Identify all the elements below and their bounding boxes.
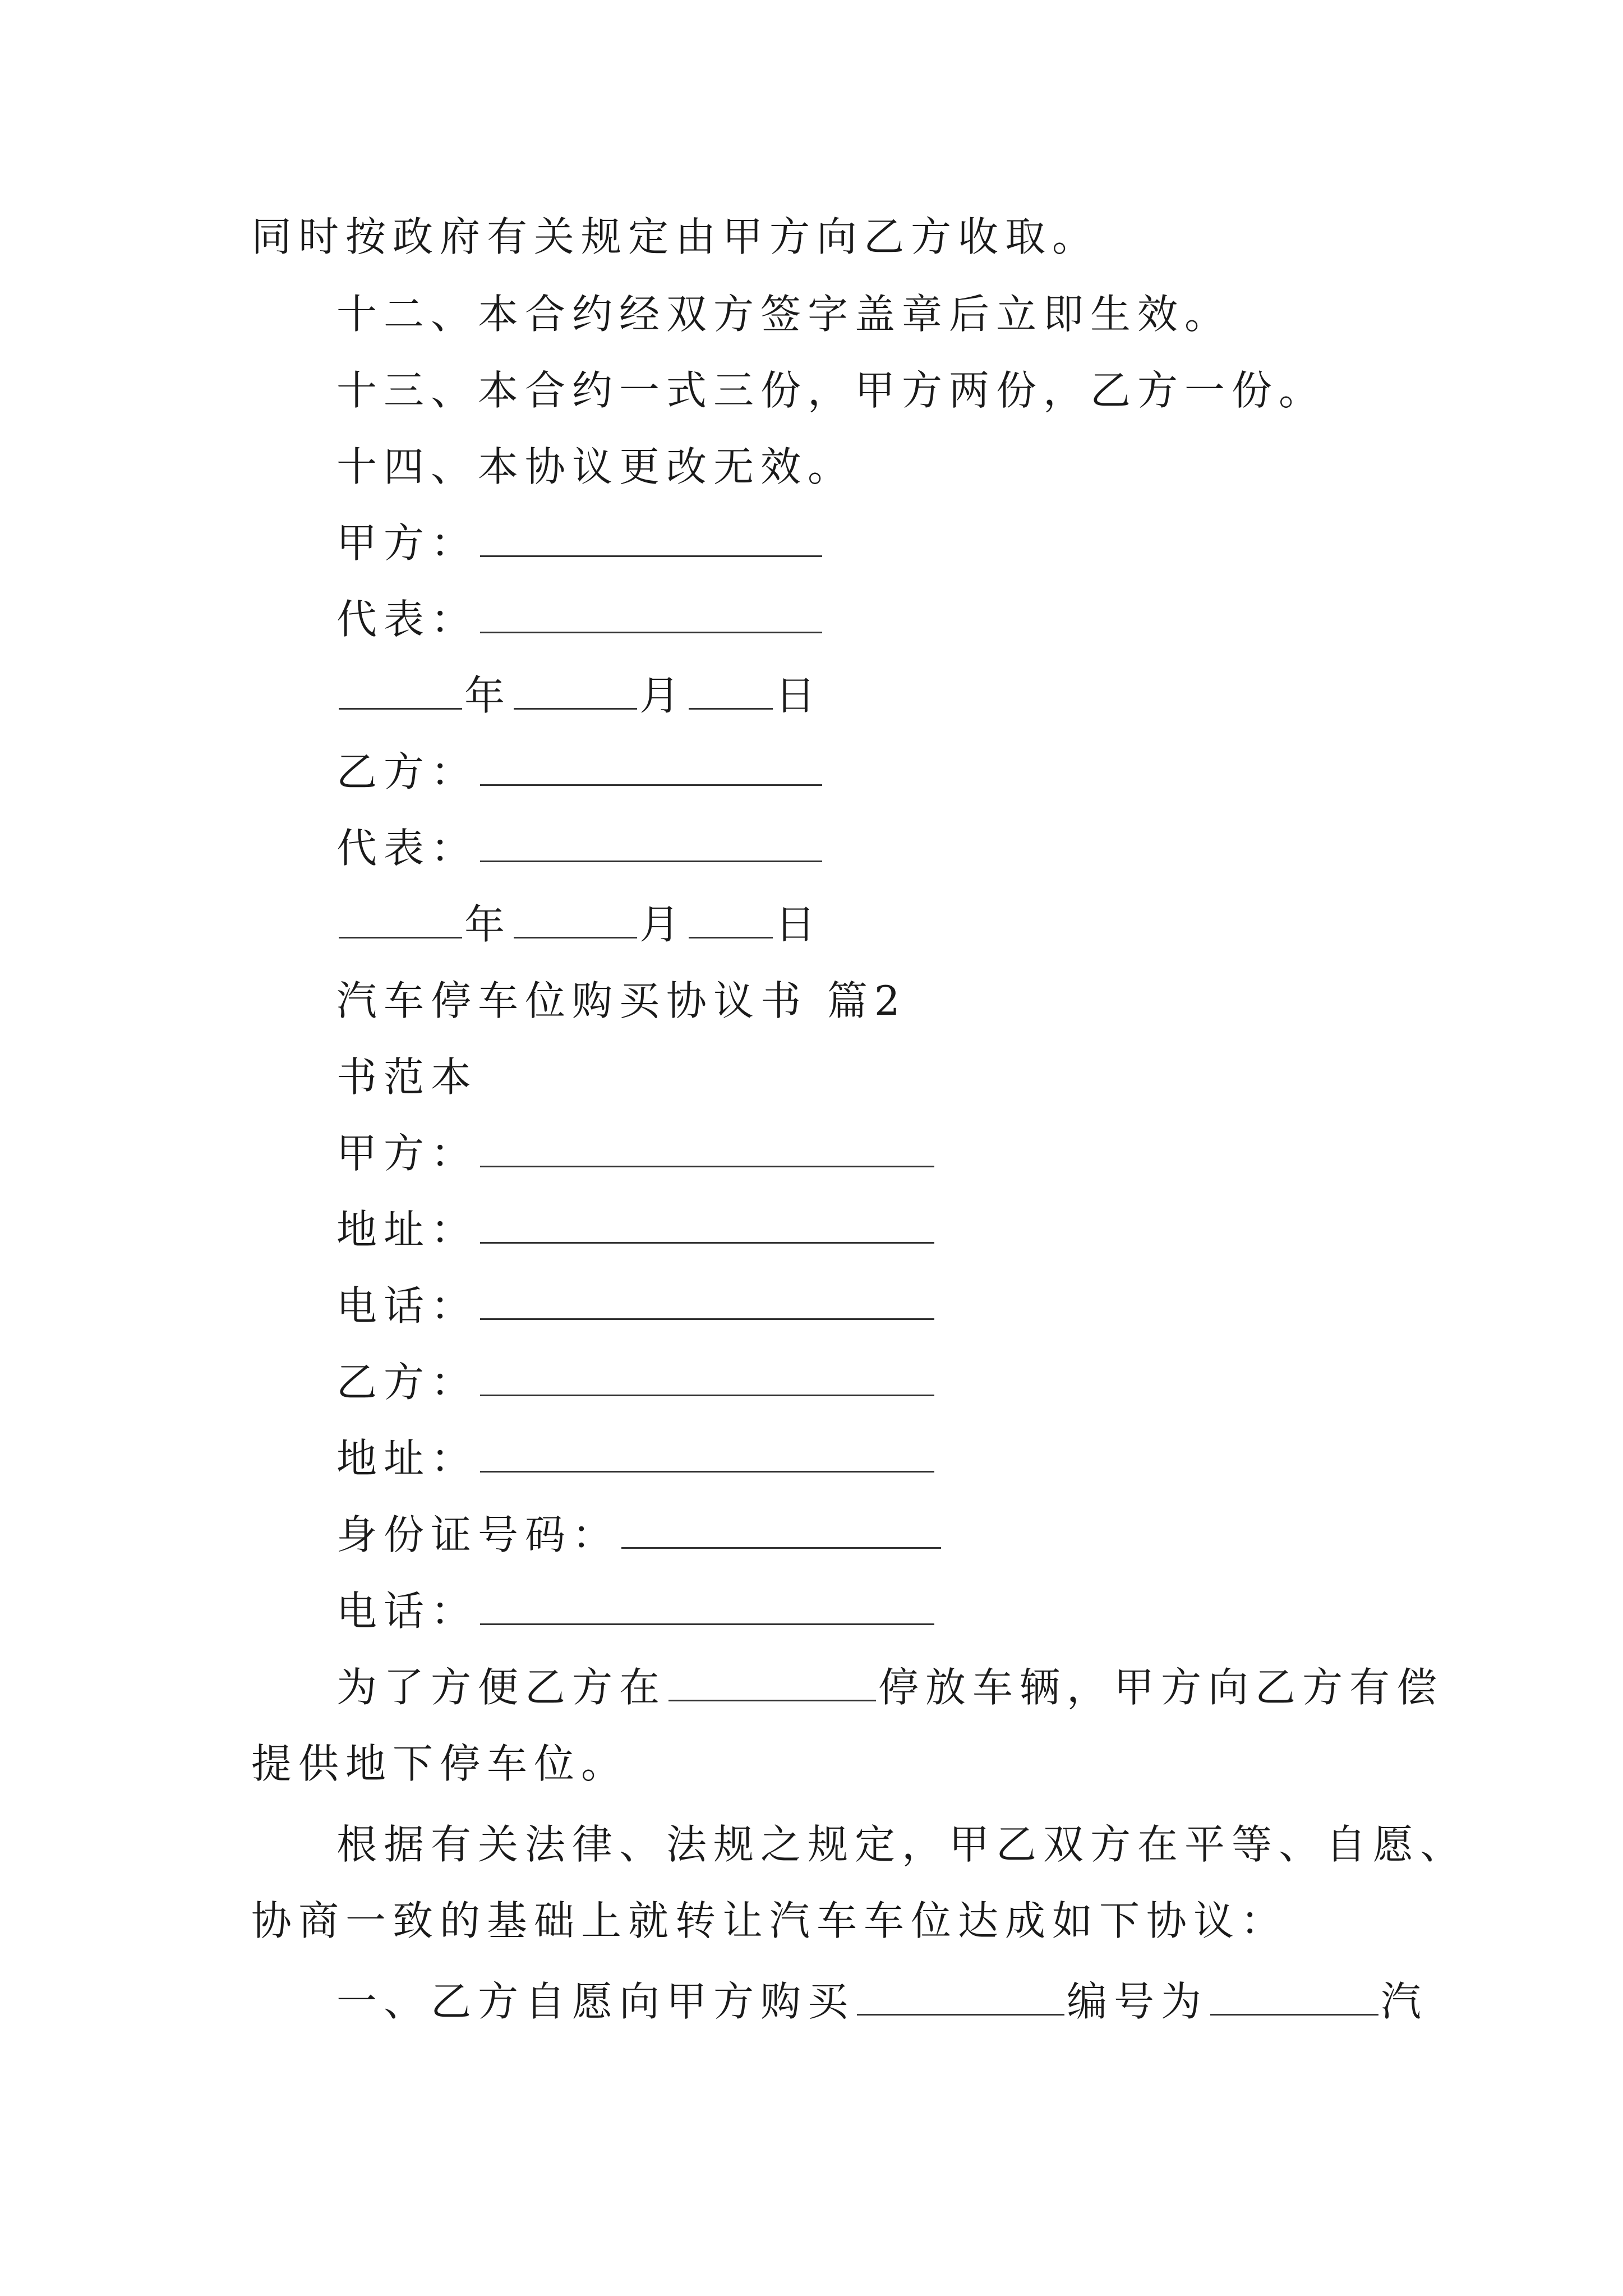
purpose-line-cont bbox=[251, 1736, 628, 1792]
year-blank[interactable] bbox=[339, 903, 462, 938]
clause1-text-b: 编号为 bbox=[1067, 1978, 1209, 2025]
party-a-rep-line bbox=[336, 591, 824, 647]
purpose-text-a: 为了方便乙方在 bbox=[336, 1664, 667, 1711]
month-blank[interactable] bbox=[514, 903, 637, 938]
party-b-line bbox=[336, 1354, 937, 1410]
day-label: 日 bbox=[775, 901, 823, 948]
party-b-blank[interactable] bbox=[480, 751, 822, 786]
month-blank[interactable] bbox=[514, 674, 637, 710]
phone-label: 电话： bbox=[336, 1588, 478, 1635]
date-line-2 bbox=[336, 896, 822, 953]
purpose-text-b: 停放车辆，甲方向乙方有偿 bbox=[878, 1664, 1444, 1711]
party-a-phone-line bbox=[336, 1278, 937, 1334]
party-b-label: 乙方： bbox=[336, 748, 478, 795]
party-a-signature-line bbox=[336, 515, 824, 571]
clause1-text-a: 一、乙方自愿向甲方购买 bbox=[336, 1978, 855, 2025]
month-label: 月 bbox=[639, 672, 687, 719]
purpose-text-c: 提供地下停车位。 bbox=[251, 1740, 629, 1787]
text-line bbox=[251, 209, 1099, 265]
number-blank[interactable] bbox=[1210, 1980, 1378, 2016]
party-b-id-line bbox=[336, 1507, 943, 1563]
party-a-blank[interactable] bbox=[480, 522, 822, 557]
rep-blank[interactable] bbox=[480, 598, 822, 633]
month-label: 月 bbox=[639, 901, 687, 948]
phone-blank[interactable] bbox=[480, 1590, 934, 1625]
clause-12 bbox=[336, 286, 1232, 342]
rep-label: 代表： bbox=[336, 596, 478, 643]
year-label: 年 bbox=[464, 901, 512, 948]
clause-1-line bbox=[336, 1973, 1428, 2030]
party-a-label: 甲方： bbox=[336, 519, 478, 567]
party-a-line bbox=[336, 1125, 937, 1181]
purchase-blank[interactable] bbox=[857, 1980, 1064, 2016]
address-label: 地址： bbox=[336, 1435, 478, 1482]
template-title-text: 书范本 bbox=[336, 1053, 478, 1101]
line-text: 十二、本合约经双方签字盖章后立即生效。 bbox=[336, 291, 1232, 338]
address-blank[interactable] bbox=[480, 1437, 934, 1473]
party-b-blank[interactable] bbox=[480, 1361, 934, 1396]
template-title bbox=[336, 1049, 478, 1105]
phone-blank[interactable] bbox=[480, 1285, 934, 1320]
address-label: 地址： bbox=[336, 1206, 478, 1253]
party-b-signature-line bbox=[336, 744, 824, 800]
line-text: 十三、本合约一式三份，甲方两份，乙方一份。 bbox=[336, 367, 1326, 414]
rep-label: 代表： bbox=[336, 825, 478, 872]
party-a-address-line bbox=[336, 1202, 937, 1258]
party-b-label: 乙方： bbox=[336, 1359, 478, 1406]
parking-place-blank[interactable] bbox=[668, 1666, 876, 1701]
clause-14 bbox=[336, 439, 855, 495]
id-label: 身份证号码： bbox=[336, 1511, 620, 1558]
purpose-line bbox=[336, 1659, 1444, 1715]
party-b-rep-line bbox=[336, 820, 824, 876]
year-blank[interactable] bbox=[339, 674, 462, 710]
id-blank[interactable] bbox=[621, 1513, 941, 1549]
rep-blank[interactable] bbox=[480, 827, 822, 862]
section-title-text: 汽车停车位购买协议书 篇2 bbox=[336, 977, 907, 1024]
line-text: 同时按政府有关规定由甲方向乙方收取。 bbox=[251, 213, 1100, 260]
address-blank[interactable] bbox=[480, 1208, 934, 1244]
basis-line bbox=[336, 1816, 1467, 1872]
basis-text-b: 协商一致的基础上就转让汽车车位达成如下协议： bbox=[251, 1897, 1288, 1944]
year-label: 年 bbox=[464, 672, 512, 719]
line-text: 十四、本协议更改无效。 bbox=[336, 443, 855, 490]
clause1-text-c: 汽 bbox=[1381, 1978, 1428, 2025]
party-b-address-line bbox=[336, 1430, 937, 1487]
party-a-label: 甲方： bbox=[336, 1130, 478, 1177]
section-title bbox=[336, 973, 907, 1029]
party-b-phone-line bbox=[336, 1583, 937, 1639]
phone-label: 电话： bbox=[336, 1282, 478, 1329]
party-a-blank[interactable] bbox=[480, 1132, 934, 1167]
date-line-1 bbox=[336, 668, 822, 724]
day-label: 日 bbox=[775, 672, 823, 719]
clause-13 bbox=[336, 362, 1326, 418]
day-blank[interactable] bbox=[689, 903, 773, 938]
basis-text-a: 根据有关法律、法规之规定，甲乙双方在平等、自愿、 bbox=[336, 1821, 1468, 1868]
basis-line-cont bbox=[251, 1893, 1288, 1949]
day-blank[interactable] bbox=[689, 674, 773, 710]
